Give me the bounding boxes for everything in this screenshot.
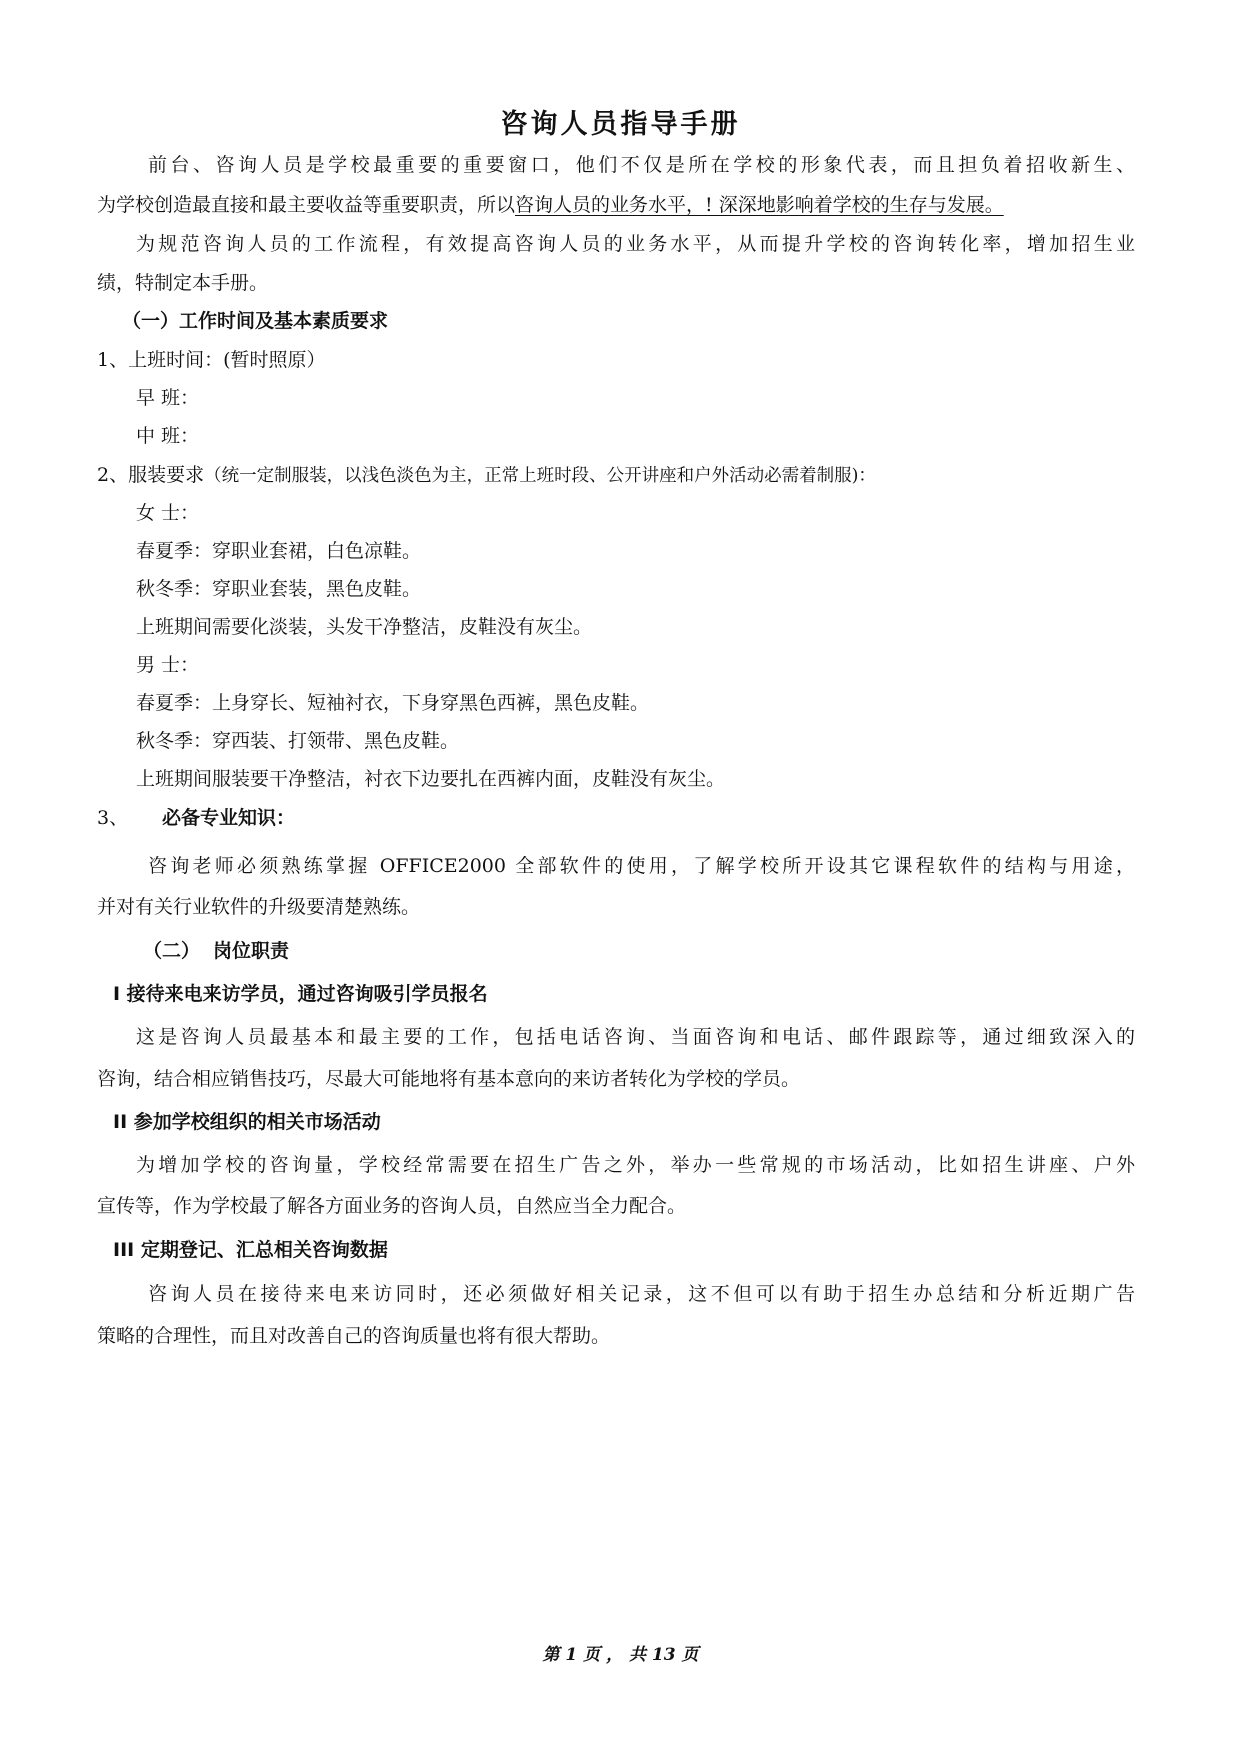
duty3-line2: 策略的合理性，而且对改善自己的咨询质量也将有很大帮助。	[97, 1325, 611, 1347]
duty1-heading: I 接待来电来访学员，通过咨询吸引学员报名	[113, 983, 488, 1005]
item3-number: 3、	[97, 807, 129, 829]
item3-line2: 并对有关行业软件的升级要清楚熟练。	[97, 896, 421, 918]
item2-label: 2、服装要求	[97, 464, 205, 486]
men-spring: 春夏季：上身穿长、短袖衬衣，下身穿黑色西裤，黑色皮鞋。	[136, 692, 650, 714]
duty2-line1: 为增加学校的咨询量，学校经常需要在招生广告之外，举办一些常规的市场活动，比如招生讲座、户外	[136, 1154, 1135, 1176]
men-autumn: 秋冬季：穿西装、打领带、黑色皮鞋。	[136, 730, 460, 752]
intro-underlined-text: 咨询人员的业务水平，! 深深地影响着学校的生存与发展。	[515, 194, 1004, 216]
section1-heading: （一）工作时间及基本素质要求	[122, 310, 389, 332]
page-footer: 第 1 页 ， 共 13 页	[542, 1645, 699, 1665]
women-autumn: 秋冬季：穿职业套装，黑色皮鞋。	[136, 578, 422, 600]
intro-p2-line2: 绩，特制定本手册。	[97, 272, 269, 294]
women-label: 女 士：	[136, 502, 200, 524]
section2-heading: 岗位职责	[213, 940, 290, 962]
item3-label: 必备专业知识：	[162, 807, 296, 829]
intro-p2-line1: 为规范咨询人员的工作流程，有效提高咨询人员的业务水平，从而提升学校的咨询转化率，增加招生业	[136, 233, 1135, 255]
section2-heading-number: （二）	[143, 940, 201, 962]
duty2-line2: 宣传等，作为学校最了解各方面业务的咨询人员，自然应当全力配合。	[97, 1195, 687, 1217]
intro-p1-line2	[97, 192, 1004, 218]
duty3-line1: 咨询人员在接待来电来访同时，还必须做好相关记录，这不但可以有助于招生办总结和分析近期广告	[148, 1283, 1135, 1305]
item2-note: （统一定制服装，以浅色淡色为主，正常上班时段、公开讲座和户外活动必需着制服)：	[204, 466, 876, 486]
page-title: 咨询人员指导手册	[500, 109, 741, 140]
item3-line1: 咨询老师必须熟练掌握 OFFICE2000 全部软件的使用，了解学校所开设其它课程软件的结构与用途，	[148, 855, 1135, 877]
item2-line	[97, 462, 876, 489]
duty3-heading: III 定期登记、汇总相关咨询数据	[113, 1239, 388, 1261]
item1-early-shift: 早 班：	[136, 387, 200, 409]
intro-p1-line2-start: 为学校创造最直接和最主要收益等重要职责，所以	[97, 194, 516, 216]
men-label: 男 士：	[136, 654, 200, 676]
women-spring: 春夏季：穿职业套裙，白色凉鞋。	[136, 540, 422, 562]
duty2-heading: II 参加学校组织的相关市场活动	[113, 1111, 381, 1133]
intro-p1-line1: 前台、咨询人员是学校最重要的重要窗口，他们不仅是所在学校的形象代表，而且担负着招收新生、	[148, 154, 1135, 176]
item1-middle-shift: 中 班：	[136, 425, 200, 447]
duty1-line2: 咨询，结合相应销售技巧，尽最大可能地将有基本意向的来访者转化为学校的学员。	[97, 1068, 801, 1090]
item1-label: 1、上班时间：(暂时照原）	[97, 349, 326, 371]
women-note: 上班期间需要化淡装，头发干净整洁，皮鞋没有灰尘。	[136, 616, 593, 638]
men-note: 上班期间服装要干净整洁，衬衣下边要扎在西裤内面，皮鞋没有灰尘。	[136, 768, 726, 790]
duty1-line1: 这是咨询人员最基本和最主要的工作，包括电话咨询、当面咨询和电话、邮件跟踪等，通过细致深入的	[136, 1026, 1135, 1048]
